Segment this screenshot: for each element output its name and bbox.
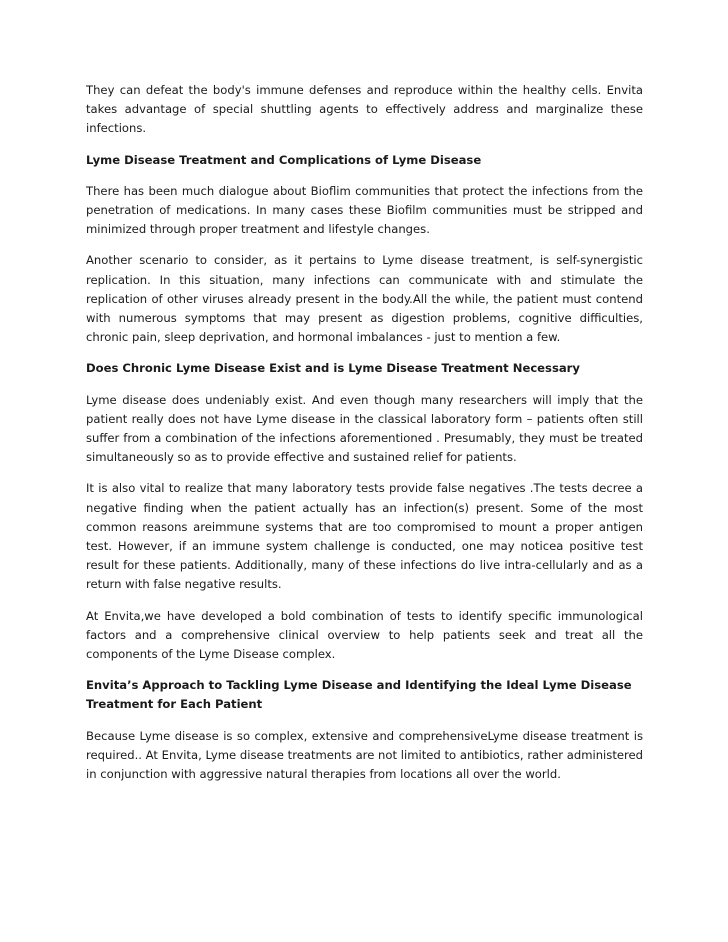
heading-treatment-complications: Lyme Disease Treatment and Complications of Lyme Disease (86, 152, 482, 167)
paragraph-envita-tests: At Envita,we have developed a bold combination of tests to identify specific immunological factors and a comprehensive clinical overview to help patients seek and treat all the components of the Lyme Disease complex. (86, 608, 643, 662)
paragraph-false-negatives: It is also vital to realize that many laboratory tests provide false negatives .The tests decree a negative finding when the patient actually has an infection(s) present. Some of the most common reasons areimmune systems that are too compromised to mount a proper antigen test. However, if an immune system challenge is conducted, one may noticea positive test result for these patients. Additionally, many of these infections do live intra-cellularly and as a return with false negative results. (86, 481, 643, 592)
paragraph-immune-defenses: They can defeat the body's immune defenses and reproduce within the healthy cells. Envita takes advantage of special shuttling agents to effectively address and marginalize these infections. (86, 83, 643, 136)
paragraph-lyme-exists: Lyme disease does undeniably exist. And even though many researchers will imply that the patient really does not have Lyme disease in the classical laboratory form – patients often still suffer from a combination of the infections aforementioned . Presumably, they must be treated simultaneously so as to provide effective and sustained relief for patients. (86, 392, 643, 465)
heading-chronic-lyme-exist: Does Chronic Lyme Disease Exist and is Lyme Disease Treatment Necessary (86, 361, 580, 376)
paragraph-biofilm: There has been much dialogue about Bioflim communities that protect the infections from the penetration of medications. In many cases these Biofilm communities must be stripped and minimized through proper treatment and lifestyle changes. (86, 183, 643, 237)
heading-envita-approach: Envita’s Approach to Tackling Lyme Disease and Identifying the Ideal Lyme Disease Treatment for Each Patient (86, 678, 632, 712)
paragraph-complex-treatment: Because Lyme disease is so complex, extensive and comprehensiveLyme disease treatment is required.. At Envita, Lyme disease treatments are not limited to antibiotics, rather administered in conjunction with aggressive natural therapies from locations all over the world. (86, 728, 643, 782)
document-page (86, 81, 643, 796)
paragraph-self-synergistic-replication: Another scenario to consider, as it pertains to Lyme disease treatment, is self-synergistic replication. In this situation, many infections can communicate with and stimulate the replication of other viruses already present in the body.All the while, the patient must contend with numerous symptoms that may present as digestion problems, cognitive difficulties, chronic pain, sleep deprivation, and hormonal imbalances - just to mention a few. (86, 253, 643, 345)
